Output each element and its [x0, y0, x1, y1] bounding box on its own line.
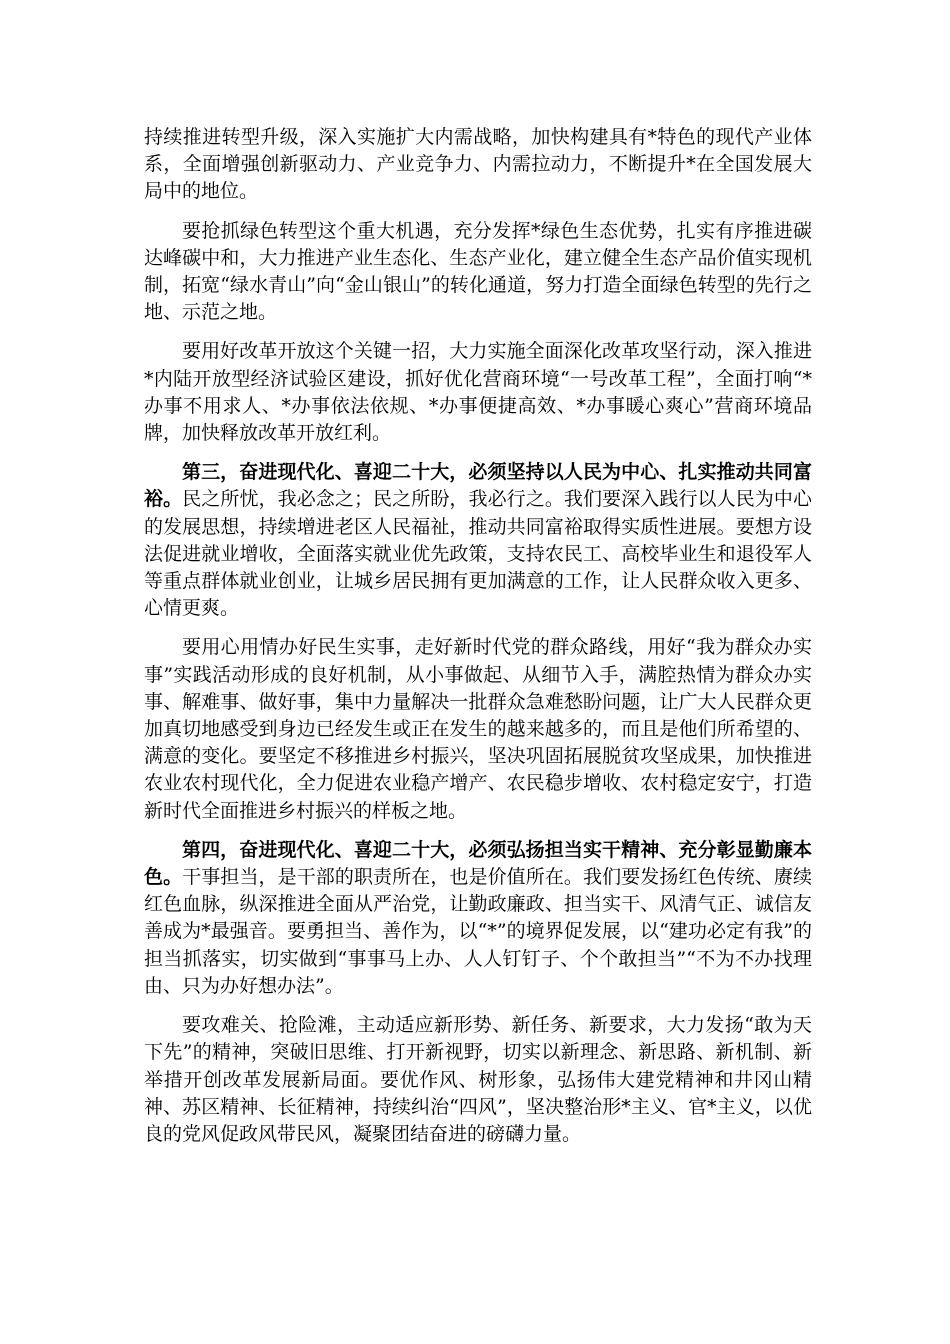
paragraph-6-lead-heading: 第四，奋进现代化、喜迎二十大，必须弘扬担当实干精神、充分彰显勤廉本色。: [144, 838, 812, 889]
paragraph-7-text: 要攻难关、抢险滩，主动适应新形势、新任务、新要求，大力发扬“敢为天下先”的精神，突破旧思维、打开新视野，切实以新理念、新思路、新机制、新举措开创改革发展新局面。要优作风、树形象，弘扬伟大建党精神和井冈山精神、苏区精神、长征精神，持续纠治“四风”，坚决整治形*主义、官*主义，以优良的党风促政风带民风，凝聚团结奋进的磅礴力量。: [144, 1014, 812, 1145]
paragraph-4-lead-heading: 第三，奋进现代化、喜迎二十大，必须坚持以人民为中心、扎实推动共同富裕。: [144, 461, 812, 511]
paragraph-4-text: 民之所忧，我必念之；民之所盼，我必行之。我们要深入践行以人民为中心的发展思想，持续增进老区人民福祉，推动共同富裕取得实质性进展。要想方设法促进就业增收，全面落实就业优先政策，支持农民工、高校毕业生和退役军人等重点群体就业创业，让城乡居民拥有更加满意的工作，让人民群众收入更多、心情更爽。: [144, 488, 812, 620]
document-body: [144, 124, 812, 1160]
paragraph-7: [144, 1012, 812, 1148]
paragraph-3: [144, 338, 812, 447]
paragraph-6: [144, 837, 812, 1000]
paragraph-1-text: 持续推进转型升级，深入实施扩大内需战略，加快构建具有*特色的现代产业体系，全面增强创新驱动力、产业竞争力、内需拉动力，不断提升*在全国发展大局中的地位。: [144, 126, 812, 203]
paragraph-2: [144, 218, 812, 327]
paragraph-5: [144, 634, 812, 824]
paragraph-3-text: 要用好改革开放这个关键一招，大力实施全面深化改革攻坚行动，深入推进*内陆开放型经济试验区建设，抓好优化营商环境“一号改革工程”，全面打响“*办事不用求人、*办事依法依规、*办事便捷高效、*办事暖心爽心”营商环境品牌，加快释放改革开放红利。: [144, 340, 812, 445]
paragraph-4: [144, 459, 812, 622]
paragraph-1: [144, 124, 812, 206]
paragraph-6-text: 干事担当，是干部的职责所在，也是价值所在。我们要发扬红色传统、赓续红色血脉，纵深推进全面从严治党，让勤政廉政、担当实干、风清气正、诚信友善成为*最强音。要勇担当、善作为，以“*”的境界促发展，以“建功必定有我”的担当抓落实，切实做到“事事马上办、人人钉钉子、个个敢担当”“不为不办找理由、只为办好想办法”。: [144, 866, 812, 997]
paragraph-5-text: 要用心用情办好民生实事，走好新时代党的群众路线，用好“我为群众办实事”实践活动形成的良好机制，从小事做起、从细节入手，满腔热情为群众办实事、解难事、做好事，集中力量解决一批群众急难愁盼问题，让广大人民群众更加真切地感受到身边已经发生或正在发生的越来越多的，而且是他们所希望的、满意的变化。要坚定不移推进乡村振兴，坚决巩固拓展脱贫攻坚成果，加快推进农业农村现代化，全力促进农业稳产增产、农民稳步增收、农村稳定安宁，打造新时代全面推进乡村振兴的样板之地。: [144, 636, 812, 822]
paragraph-2-text: 要抢抓绿色转型这个重大机遇，充分发挥*绿色生态优势，扎实有序推进碳达峰碳中和，大力推进产业生态化、生态产业化，建立健全生态产品价值实现机制，拓宽“绿水青山”向“金山银山”的转化通道，努力打造全面绿色转型的先行之地、示范之地。: [144, 219, 812, 324]
